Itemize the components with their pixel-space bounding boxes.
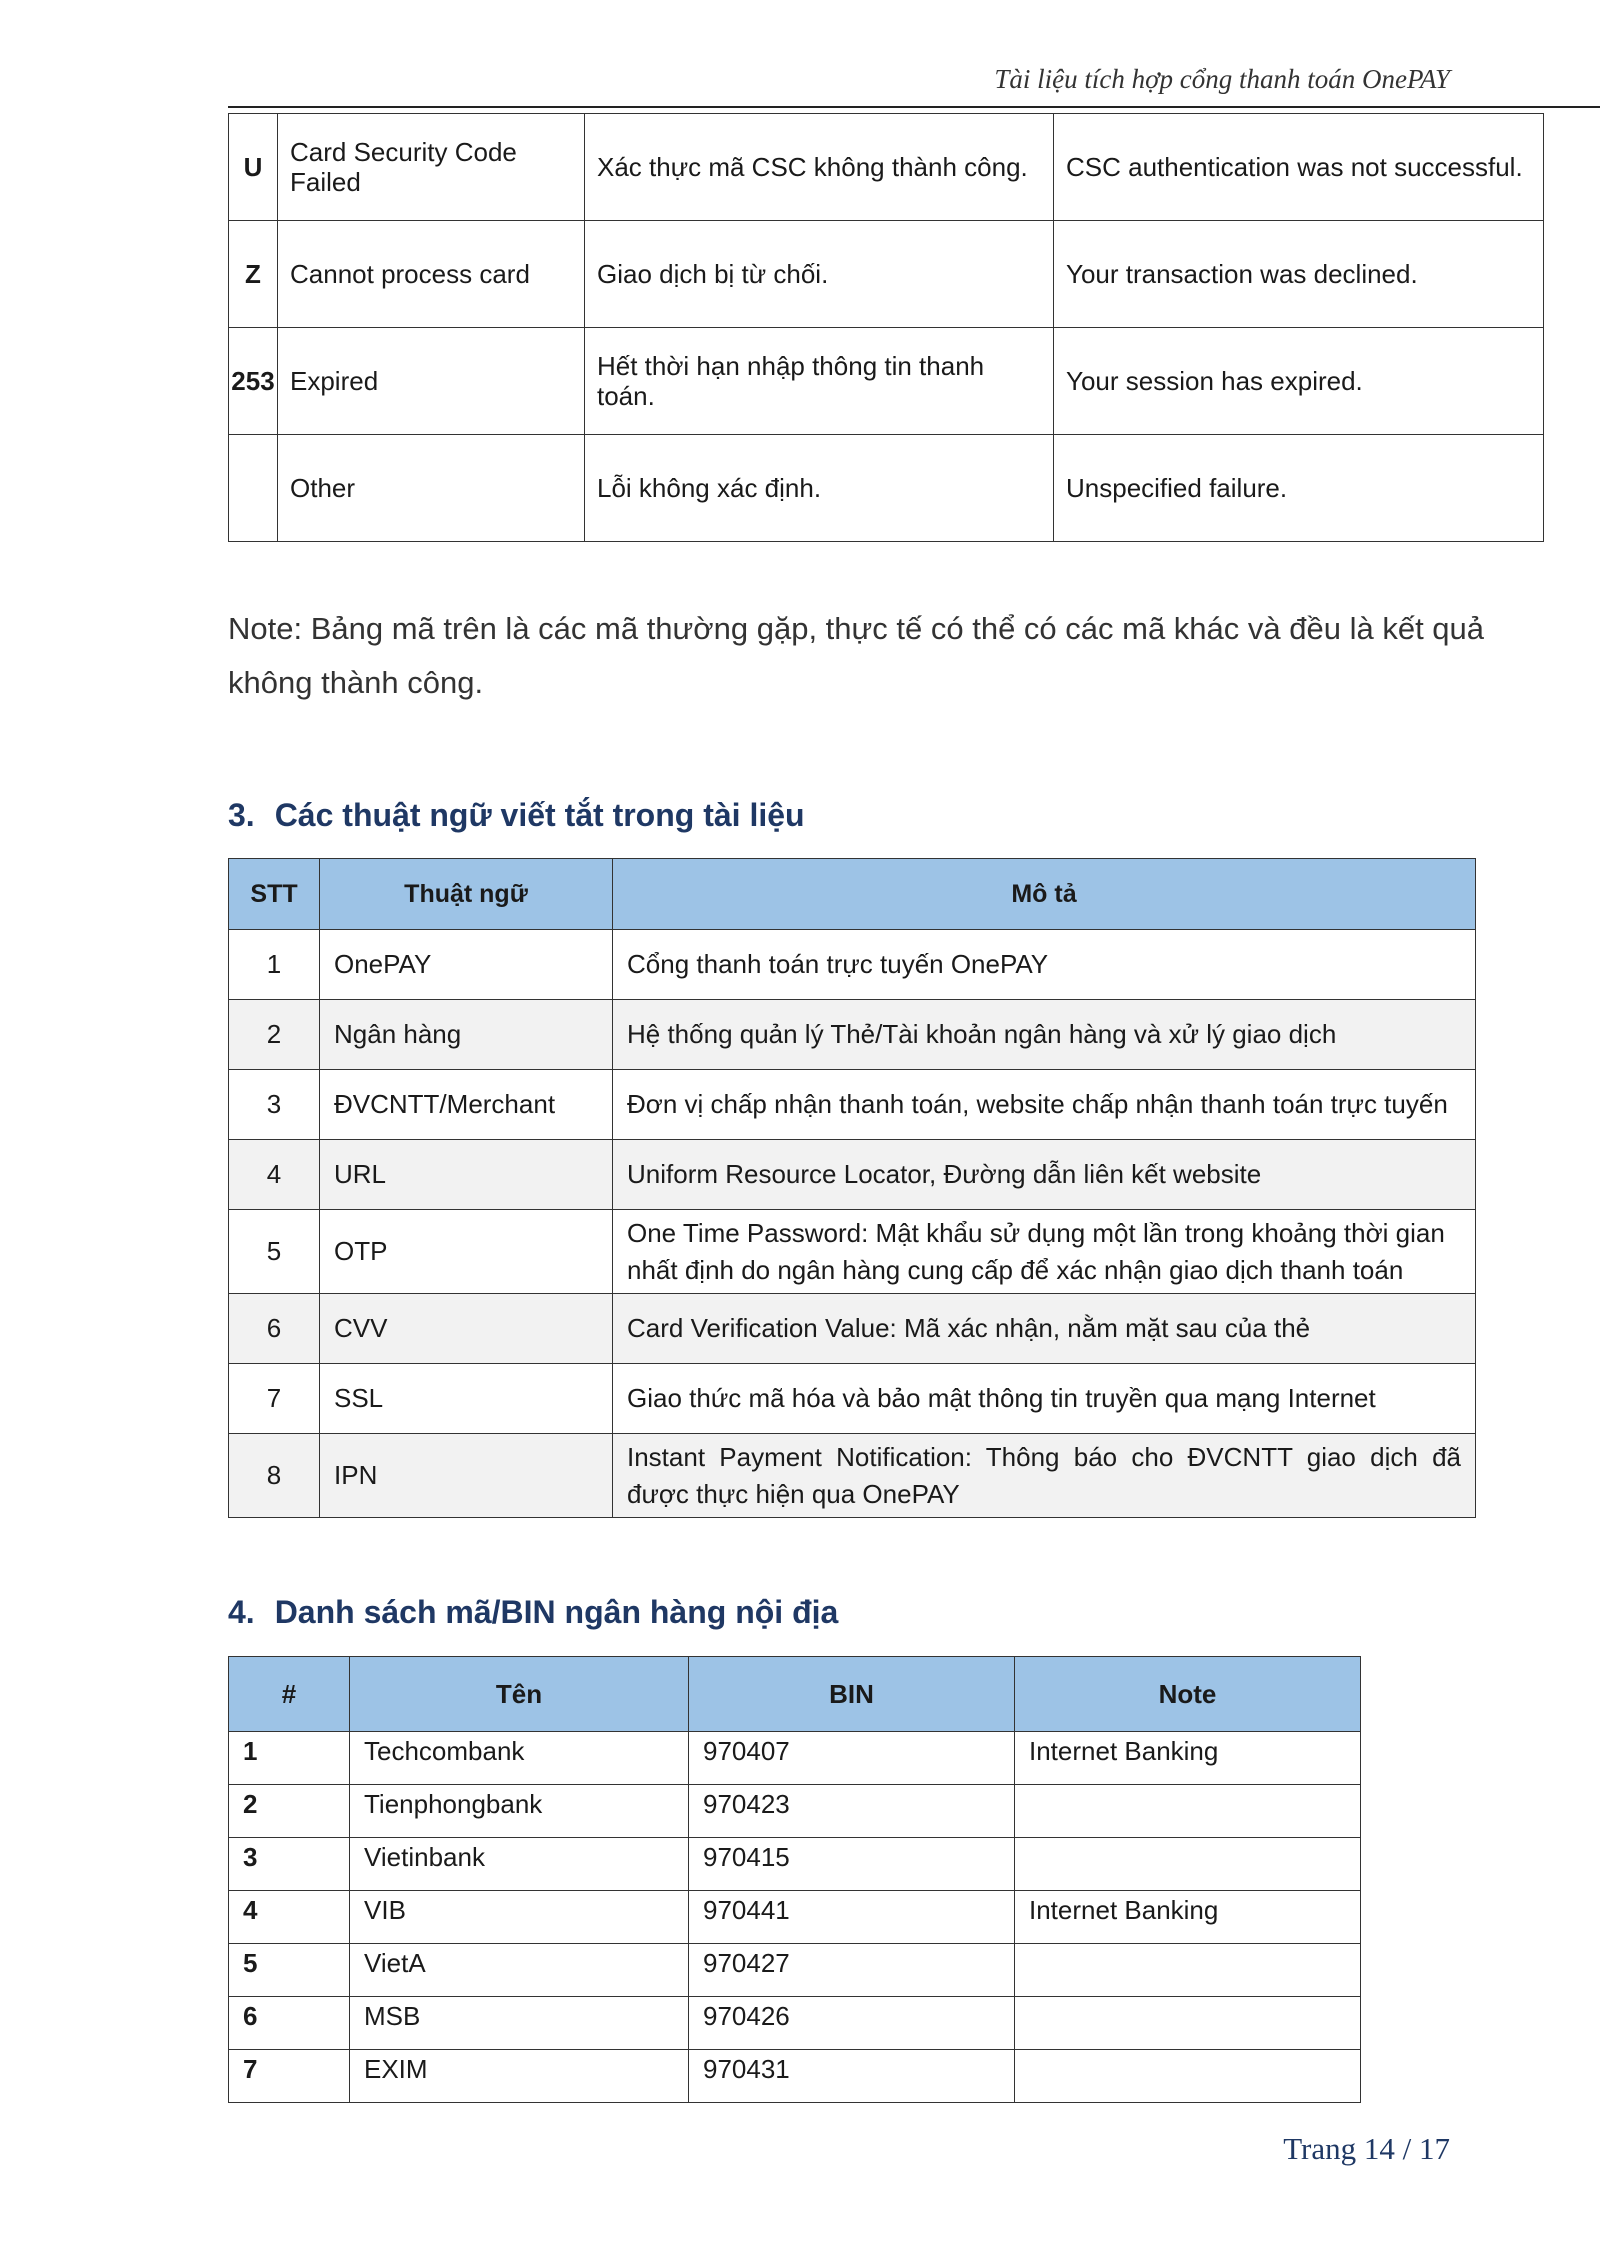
description-cell: Hệ thống quản lý Thẻ/Tài khoản ngân hàng và xử lý giao dịch <box>613 1000 1476 1070</box>
index-cell: 6 <box>229 1997 350 2050</box>
table-row <box>229 1785 1361 1838</box>
term-cell: URL <box>320 1140 613 1210</box>
bin-cell: 970426 <box>689 1997 1015 2050</box>
table-row <box>229 930 1476 1000</box>
table-row <box>229 1070 1476 1140</box>
section-number: 4. <box>228 1594 255 1630</box>
note-cell <box>1015 1838 1361 1891</box>
note-cell <box>1015 1944 1361 1997</box>
bin-cell: 970427 <box>689 1944 1015 1997</box>
stt-cell: 8 <box>229 1434 320 1518</box>
name-cell: Expired <box>278 328 585 435</box>
stt-cell: 2 <box>229 1000 320 1070</box>
note-cell <box>1015 1997 1361 2050</box>
stt-cell: 6 <box>229 1294 320 1364</box>
note-cell <box>1015 2050 1361 2103</box>
section-number: 3. <box>228 797 255 833</box>
stt-cell: 3 <box>229 1070 320 1140</box>
code-cell: 253 <box>229 328 278 435</box>
note-cell: Internet Banking <box>1015 1732 1361 1785</box>
table-row <box>229 1997 1361 2050</box>
table-row <box>229 114 1544 221</box>
description-cell: Cổng thanh toán trực tuyến OnePAY <box>613 930 1476 1000</box>
index-cell: 4 <box>229 1891 350 1944</box>
bank-name-cell: Tienphongbank <box>350 1785 689 1838</box>
table-row <box>229 1294 1476 1364</box>
stt-cell: 1 <box>229 930 320 1000</box>
description-cell: Card Verification Value: Mã xác nhận, nằm mặt sau của thẻ <box>613 1294 1476 1364</box>
note-cell: Internet Banking <box>1015 1891 1361 1944</box>
bank-name-cell: VIB <box>350 1891 689 1944</box>
index-cell: 1 <box>229 1732 350 1785</box>
table-row <box>229 1140 1476 1210</box>
en-message-cell: CSC authentication was not successful. <box>1054 114 1544 221</box>
term-cell: IPN <box>320 1434 613 1518</box>
bank-name-cell: VietA <box>350 1944 689 1997</box>
name-cell: Card Security Code Failed <box>278 114 585 221</box>
table-header-row <box>229 859 1476 930</box>
en-message-cell: Your transaction was declined. <box>1054 221 1544 328</box>
index-cell: 2 <box>229 1785 350 1838</box>
section-title: Các thuật ngữ viết tắt trong tài liệu <box>274 797 805 833</box>
response-codes-table <box>228 113 1544 542</box>
table-row <box>229 328 1544 435</box>
name-cell: Cannot process card <box>278 221 585 328</box>
bin-cell: 970431 <box>689 2050 1015 2103</box>
vi-message-cell: Giao dịch bị từ chối. <box>585 221 1054 328</box>
page-number: Trang 14 / 17 <box>1283 2131 1450 2166</box>
description-cell: Uniform Resource Locator, Đường dẫn liên kết website <box>613 1140 1476 1210</box>
bin-cell: 970441 <box>689 1891 1015 1944</box>
table-row <box>229 1000 1476 1070</box>
en-message-cell: Unspecified failure. <box>1054 435 1544 542</box>
table-row <box>229 2050 1361 2103</box>
note-paragraph: Note: Bảng mã trên là các mã thường gặp, thực tế có thể có các mã khác và đều là kết quả không thành công. <box>228 611 1485 700</box>
table-row <box>229 1891 1361 1944</box>
section-3-heading <box>228 797 805 834</box>
description-cell: Giao thức mã hóa và bảo mật thông tin truyền qua mạng Internet <box>613 1364 1476 1434</box>
term-cell: ĐVCNTT/Merchant <box>320 1070 613 1140</box>
code-cell: Z <box>229 221 278 328</box>
document-title: Tài liệu tích hợp cổng thanh toán OnePAY <box>994 64 1450 94</box>
term-cell: CVV <box>320 1294 613 1364</box>
column-header: Tên <box>350 1657 689 1732</box>
bank-name-cell: EXIM <box>350 2050 689 2103</box>
column-header: Note <box>1015 1657 1361 1732</box>
bin-cell: 970407 <box>689 1732 1015 1785</box>
term-cell: SSL <box>320 1364 613 1434</box>
section-4-heading <box>228 1594 838 1631</box>
index-cell: 5 <box>229 1944 350 1997</box>
code-cell: U <box>229 114 278 221</box>
name-cell: Other <box>278 435 585 542</box>
table-row <box>229 1434 1476 1518</box>
bank-name-cell: Vietinbank <box>350 1838 689 1891</box>
bank-name-cell: Techcombank <box>350 1732 689 1785</box>
table-row <box>229 1210 1476 1294</box>
table-row <box>229 221 1544 328</box>
vi-message-cell: Hết thời hạn nhập thông tin thanh toán. <box>585 328 1054 435</box>
term-cell: OnePAY <box>320 930 613 1000</box>
stt-cell: 4 <box>229 1140 320 1210</box>
code-cell <box>229 435 278 542</box>
term-cell: Ngân hàng <box>320 1000 613 1070</box>
stt-cell: 7 <box>229 1364 320 1434</box>
description-cell: Đơn vị chấp nhận thanh toán, website chấp nhận thanh toán trực tuyến <box>613 1070 1476 1140</box>
column-header: STT <box>229 859 320 930</box>
description-cell: One Time Password: Mật khẩu sử dụng một lần trong khoảng thời gian nhất định do ngân hàng cung cấp để xác nhận giao dịch thanh toán <box>613 1210 1476 1294</box>
table-row <box>229 1838 1361 1891</box>
table-row <box>229 435 1544 542</box>
column-header: Thuật ngữ <box>320 859 613 930</box>
bank-name-cell: MSB <box>350 1997 689 2050</box>
column-header: Mô tả <box>613 859 1476 930</box>
column-header: BIN <box>689 1657 1015 1732</box>
index-cell: 3 <box>229 1838 350 1891</box>
term-cell: OTP <box>320 1210 613 1294</box>
page-header <box>228 60 1600 108</box>
vi-message-cell: Lỗi không xác định. <box>585 435 1054 542</box>
note-cell <box>1015 1785 1361 1838</box>
vi-message-cell: Xác thực mã CSC không thành công. <box>585 114 1054 221</box>
index-cell: 7 <box>229 2050 350 2103</box>
terms-table <box>228 858 1476 1518</box>
table-header-row <box>229 1657 1361 1732</box>
bank-bin-table <box>228 1656 1361 2103</box>
table-row <box>229 1364 1476 1434</box>
table-row <box>229 1944 1361 1997</box>
en-message-cell: Your session has expired. <box>1054 328 1544 435</box>
column-header: # <box>229 1657 350 1732</box>
section-title: Danh sách mã/BIN ngân hàng nội địa <box>274 1594 839 1630</box>
bin-cell: 970423 <box>689 1785 1015 1838</box>
bin-cell: 970415 <box>689 1838 1015 1891</box>
stt-cell: 5 <box>229 1210 320 1294</box>
description-cell: Instant Payment Notification: Thông báo cho ĐVCNTT giao dịch đã được thực hiện qua OnePAY <box>613 1434 1476 1518</box>
table-row <box>229 1732 1361 1785</box>
